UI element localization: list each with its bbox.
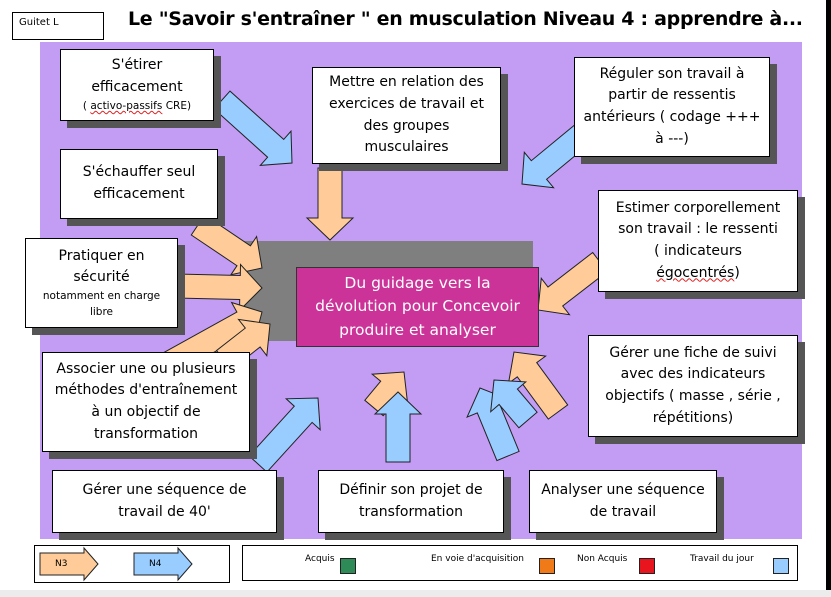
- box-line: Gérer une séquence de: [82, 481, 247, 498]
- arrow-echauffer: [191, 215, 262, 275]
- arrow-estimer: [538, 253, 607, 315]
- box-securite: [25, 238, 178, 328]
- box-line: Mettre en relation des: [329, 74, 484, 91]
- box-line: transformation: [358, 503, 464, 520]
- legend-n4-arrow: [134, 548, 192, 580]
- box-echauffer: [60, 149, 218, 219]
- center-line: produire et analyser: [339, 320, 496, 339]
- legend-label: En voie d'acquisition: [431, 554, 524, 564]
- box-line: Associer une ou plusieurs: [56, 360, 236, 377]
- arrow-relation: [307, 168, 353, 240]
- legend-n3-label: N3: [55, 559, 68, 569]
- center-line: dévolution pour Concevoir: [315, 297, 520, 316]
- box-line: sécurité: [73, 269, 130, 286]
- note-pre: (: [82, 99, 91, 112]
- legend-swatch-acquis: [340, 558, 356, 574]
- note-post: CRE): [162, 99, 192, 112]
- box-line: des groupes: [363, 117, 450, 134]
- box-line: S'étirer: [111, 57, 163, 74]
- box-line: objectifs ( masse , série ,: [605, 388, 781, 404]
- window-edge-right: [826, 0, 831, 597]
- box-line: Gérer une fiche de suivi: [609, 344, 777, 361]
- wavy-post: ): [734, 264, 740, 281]
- legend-label: Travail du jour: [690, 554, 754, 564]
- arrow-seq1: [249, 398, 320, 472]
- box-etirer: [60, 49, 214, 121]
- box-line: partir de ressentis: [608, 87, 736, 104]
- legend-n4-label: N4: [149, 559, 162, 569]
- box-note: libre: [89, 305, 114, 318]
- box-line: transformation: [93, 425, 199, 442]
- box-line: Définir son projet de: [339, 481, 483, 498]
- box-associer: [42, 352, 250, 452]
- box-projet: [318, 470, 504, 533]
- box-line: Analyser une séquence: [541, 481, 705, 498]
- box-sequence: [52, 470, 277, 533]
- box-line: avec des indicateurs: [620, 366, 766, 383]
- box-line: répétitions): [652, 409, 734, 426]
- center-box: [296, 267, 539, 347]
- box-fiche: [588, 335, 798, 437]
- box-line: Pratiquer en: [58, 247, 145, 264]
- box-line: à un objectif de: [91, 404, 201, 420]
- box-line: de travail: [589, 503, 657, 520]
- box-line: [656, 263, 740, 285]
- box-line: son travail : le ressenti: [618, 221, 778, 238]
- legend-label: Non Acquis: [577, 554, 628, 564]
- box-line: S'échauffer seul: [82, 164, 196, 181]
- wavy-word: égocentrés: [656, 264, 735, 281]
- legend-status: [242, 545, 798, 581]
- author-name: Guitet L: [19, 17, 59, 28]
- box-line: antérieurs ( codage +++: [583, 109, 761, 125]
- window-edge-bottom: [0, 590, 831, 597]
- box-line: Réguler son travail à: [599, 65, 745, 82]
- legend-n3-arrow: [40, 548, 98, 580]
- box-line: efficacement: [93, 186, 185, 202]
- legend-label: Acquis: [305, 554, 335, 564]
- legend-swatch-en-voie: [539, 558, 555, 574]
- box-relation: [312, 67, 501, 164]
- box-line: travail de 40': [118, 503, 211, 520]
- note-wavy: activo-passifs: [90, 99, 163, 112]
- legend-swatch-non-acquis: [639, 558, 655, 574]
- box-note: [83, 99, 191, 115]
- page-title: Le "Savoir s'entraîner " en musculation Niveau 4 : apprendre à...: [128, 8, 803, 30]
- box-line: efficacement: [91, 79, 183, 96]
- box-estimer: [598, 190, 798, 292]
- box-analyser: [529, 470, 717, 533]
- box-line: musculaires: [364, 139, 449, 156]
- box-line: exercices de travail et: [329, 95, 484, 112]
- center-line: Du guidage vers la: [344, 274, 491, 293]
- arrow-etirer: [214, 91, 292, 165]
- arrow-securite: [176, 265, 262, 311]
- legend-swatch-travail: [773, 558, 789, 574]
- box-reguler: [574, 57, 770, 157]
- box-line: à ---): [655, 130, 689, 147]
- box-note: notamment en charge: [42, 289, 161, 302]
- box-line: Estimer corporellement: [615, 199, 781, 216]
- box-line: ( indicateurs: [654, 243, 742, 259]
- box-line: méthodes d'entraînement: [54, 382, 238, 399]
